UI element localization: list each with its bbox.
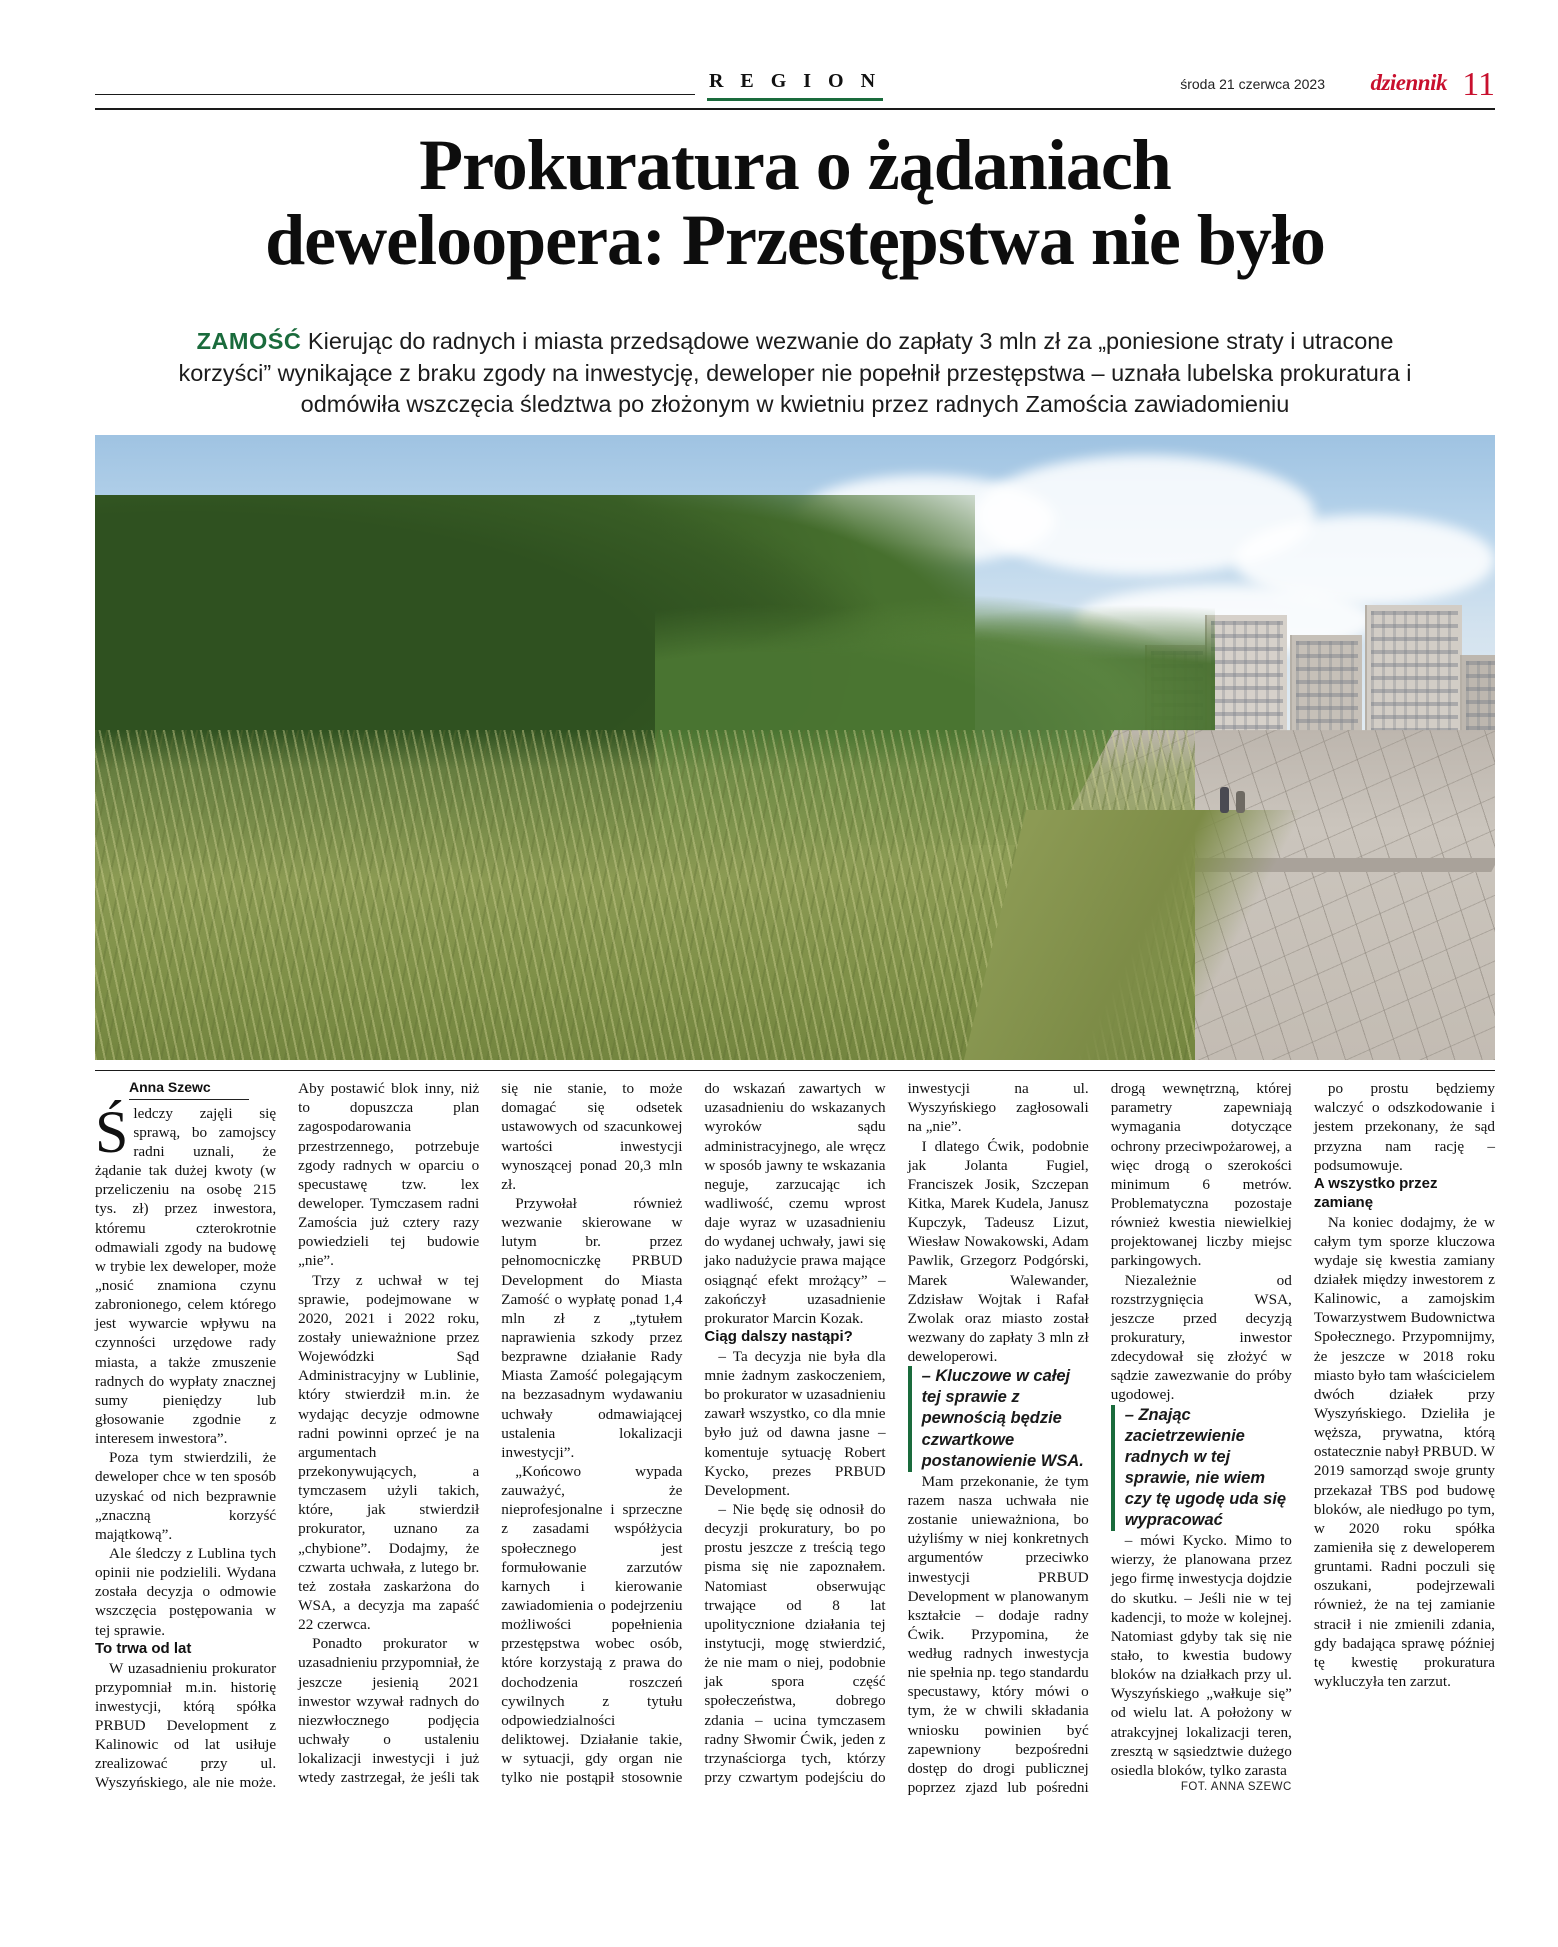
deck-place-label: ZAMOŚĆ xyxy=(196,327,302,354)
paragraph: – mówi Kycko. Mimo to wierzy, że planowana przez jego firmę inwestycja dojdzie do skutku. – Jeśli nie w tej kadencji, to może w kolejnej. Natomiast gdyby tak się nie stało, to kwestia budowy bloków na działkach przy ul. Wyszyńskiego „wałkuje się” od wielu lat. A położony w atrakcyjnej lokalizacji teren, zresztą w sąsiedztwie dużego osiedla bloków, tylko zarasta xyxy=(1110,1532,1292,1779)
paragraph: W uzasadnieniu prokurator przypomniał m.in. historię inwestycji, którą spółka PRBUD Development z Kalinowic od lat usiłuje zrealizować przy ul. Wyszyńskiego, ale nie może. Aby postawić blok inny, niż to dopuszcza plan zagospodarowania przestrzennego, potrzebuje zgody radnych w oparciu o specustawę tzw. lex deweloper. Tymczasem radni Zamościa już cztery razy powiedzieli tej budowie „nie”. xyxy=(95,1080,480,1792)
paragraph: Na koniec dodajmy, że w całym tym sporze kluczowa wydaje się kwestia zamiany działek między inwestorem z Kalinowic, a zamojskim Towarzystwem Budownictwa Społecznego. Przypomnijmy, że jeszcze w 2018 roku miasto było tam właścicielem dwóch działek przy Wyszyńskiego. Dzieliła je węższa, prywatna, którą ostatecznie nabył PRBUD. W 2019 samorząd swoje grunty przekazał TBS pod budowę bloków, ale niedługo po tym, w 2020 roku spółka zamieniła się z deweloperem gruntami. Radni poczuli się oszukani, podejrzewali również, że na tej zamianie stracił i nie zmienili zdania, gdy badająca sprawę później tę kwestię prokuratura wykluczyła ten zarzut. xyxy=(1313,1213,1495,1690)
drop-cap: Ś xyxy=(95,1098,129,1165)
paragraph: Trzy z uchwał w tej sprawie, podejmowane w 2020, 2021 i 2022 roku, zostały unieważnione przez Wojewódzki Sąd Administracyjny w Lublinie, który stwierdził m.in. że wydając decyzje odmowne radni powinni oprzeć je na argumentach przekonywujących, a tymczasem użyli takich, które, jak stwierdził prokurator, uznano za „chybione”. Dodajmy, że czwarta uchwała, z lutego br. też została zaskarżona do WSA, a decyzja ma zapaść 22 czerwca. xyxy=(298,1271,480,1634)
section-label: R E G I O N xyxy=(708,70,882,92)
paragraph: Przywołał również wezwanie skierowane w lutym br. przez pełnomocniczkę PRBUD Development do Miasta Zamość o wypłatę ponad 1,4 mln zł z „tytułem naprawienia szkody przez bezprawne działanie Rady Miasta Zamość polegającym na bezzasadnym wydawaniu uchwały odmawiającej ustalenia lokalizacji inwestycji”. xyxy=(501,1194,683,1461)
quote-mark-icon: ” xyxy=(1262,1479,1294,1549)
deck-text: Kierując do radnych i miasta przedsądowe wezwanie do zapłaty 3 mln zł za „poniesione straty i utracone korzyści” wynikające z braku zgody na inwestycję, deweloper nie popełnił przestępstwa – uznała lubelska prokuratura i odmówiła wszczęcia śledztwa po złożonym w kwietniu przez radnych Zamościa zawiadomieniu xyxy=(178,327,1412,418)
masthead-rule xyxy=(95,94,695,95)
headline-line-1: Prokuratura o żądaniach xyxy=(419,125,1171,205)
paragraph: Niezależnie od rozstrzygnięcia WSA, jeszcze przed decyzją prokuratury, inwestor zdecydował się złożyć w sądzie zawezwanie do próby ugodowej. xyxy=(1110,1271,1292,1404)
paragraph: Mam przekonanie, że tym razem nasza uchwała nie zostanie unieważniona, bo użyliśmy w niej konkretnych argumentów przeciwko inwestycji PRBUD Development w planowanym kształcie – dodaje radny Ćwik. Przypomina, że według radnych inwestycja nie spełnia np. tego standardu specustawy, który mówi o tym, że w chwili składania wniosku powinien być zapewniony bezpośredni dostęp do drogi publicznej poprzez zjazd lub pośredni drogą wewnętrzną, której parametry zapewniają wymagania dotyczące ochrony przeciwpożarowej, a więc drogą o szerokości minimum 6 metrów. Problematyczna pozostaje również kwestia niewielkiej projektowanej liczby miejsc parkingowych. xyxy=(907,1080,1292,1797)
paragraph: Poza tym stwierdzili, że deweloper chce w ten sposób uzyskać od nich bezprawnie „znaczną korzyść majątkową”. xyxy=(95,1449,277,1543)
pull-quote xyxy=(1111,1405,1294,1549)
masthead xyxy=(95,66,1495,110)
pull-quote-text: – Znając zacietrzewienie radnych w tej sprawie, nie wiem czy tę ugodę uda się wypracować xyxy=(1124,1405,1287,1530)
photo-pedestrian xyxy=(1236,791,1245,813)
headline-line-2: deweloopera: Przestępstwa nie było xyxy=(265,199,1325,280)
paragraph-text: ledczy zajęli się sprawą, bo zamojscy radni uznali, że żądanie tak dużej kwoty (w przeliczeniu na osobę 215 tys. zł) przez inwestora, któremu czterokrotnie odmawiali zgody na budowę w trybie lex deweloper, może „nosić znamiona czynu zabronionego, celem którego jest wywarcie wpływu na czynności urzędowe rady miasta, a także zmuszenie radnych do wypłaty znacznej sumy pieniędzy lub głosowanie zgodnie z interesem inwestora”. xyxy=(95,1104,277,1448)
paragraph: – Ta decyzja nie była dla mnie żadnym zaskoczeniem, bo prokurator w uzasadnieniu zawarł wszystko, co dla mnie było już od dawna jasne – komentuje sytuację Robert Kycko, prezes PRBUD Development. xyxy=(704,1347,886,1499)
paragraph xyxy=(95,1098,277,1449)
subheading: A wszystko przez zamianę xyxy=(1313,1174,1438,1211)
section-underline xyxy=(707,98,883,101)
subheading: To trwa od lat xyxy=(95,1639,192,1657)
quote-mark-icon: ” xyxy=(1059,1419,1091,1489)
article-deck xyxy=(153,326,1438,421)
photo-pedestrian xyxy=(1220,787,1229,813)
pull-quote-text: – Kluczowe w całej tej sprawie z pewnością będzie czwartkowe postanowienie WSA. xyxy=(921,1367,1084,1470)
paragraph: – Nie będę się odnosił do decyzji prokuratury, bo po prostu jeszcze z treścią tego pisma się nie zapoznałem. Natomiast obserwując trwające od 8 lat upolitycznione działania tej instytucji, mogę stwierdzić, że nie mam o niej, podobnie jak spora część społeczeństwa, dobrego zdania – ucina tymczasem radny Słwomir Ćwik, jeden z trzynaściorga tych, którzy przy czwartym podejściu do inwestycji na ul. Wyszyńskiego zagłosowali na „nie”. xyxy=(704,1080,1089,1786)
article-photo xyxy=(95,435,1495,1060)
brand-logo: dziennik xyxy=(1370,70,1447,95)
photo-canvas xyxy=(95,435,1495,1060)
page-title xyxy=(95,125,1495,280)
photo-grass-edge xyxy=(964,810,1356,1060)
paragraph: po prostu będziemy walczyć o odszkodowanie i jestem przekonany, że sąd przyzna nam rację – podsumowuje. xyxy=(1313,1080,1495,1174)
byline: Anna Szewc xyxy=(129,1079,249,1100)
paragraph: I dlatego Ćwik, podobnie jak Jolanta Fugiel, Franciszek Josik, Szczepan Kitka, Marek Kudela, Janusz Kupczyk, Tadeusz Lizut, Wiesław Nowakowski, Adam Pawlik, Grzegorz Podgórski, Marek Walewander, Zdzisław Wojtak i Rafał Zwolak oraz miasto został wezwany do zapłaty 3 mln zł deweloperowi. xyxy=(907,1137,1089,1366)
photo-credit: FOT. ANNA SZEWC xyxy=(1180,1781,1292,1794)
body-top-rule xyxy=(95,1070,1495,1071)
paragraph: „Końcowo wypada zauważyć, że nieprofesjonalne i sprzeczne z zasadami współżycia społecznego jest formułowanie zarzutów karnych i kierowanie zawiadomienia o podejrzeniu możliwości popełnienia przestępstwa wobec osób, które korzystają z prawa do dochodzenia roszczeń cywilnych z tytułu odpowiedzialności deliktowej. Działanie takie, w sytuacji, gdy organ nie tylko nie postąpił stosownie do wskazań zawartych w uzasadnieniu do wskazanych wyroków sądu administracyjnego, ale wręcz w sposób jawny te wskazania neguje, zarzucając ich wadliwość, czemu wprost daje wyraz w uzasadnieniu do wydanej uchwały, jawi się jako nadużycie prawa mające osiągnąć efekt mrożący” – zakończył uzasadnienie prokurator Marcin Kozak. xyxy=(501,1080,886,1787)
publication-date: środa 21 czerwca 2023 xyxy=(1180,76,1325,92)
subheading: Ciąg dalszy nastąpi? xyxy=(704,1327,853,1345)
page-number: 11 xyxy=(1462,66,1495,103)
page-content xyxy=(95,66,1495,1799)
paragraph: Ale śledczy z Lublina tych opinii nie podzielili. Wydana została decyzja o odmowie wszczęcia postępowania w tej sprawie. xyxy=(95,1545,277,1639)
article-body xyxy=(95,1079,1495,1799)
pull-quote xyxy=(908,1366,1091,1489)
paragraph: Ponadto prokurator w uzasadnieniu przypomniał, że jeszcze jesienią 2021 inwestor wzywał radnych do niezwłocznego podjęcia uchwały o ustaleniu lokalizacji inwestycji i już wtedy zastrzegał, że jeśli tak się nie stanie, to może domagać się odsetek ustawowych od szacunkowej wartości inwestycji wynoszącej ponad 20,3 mln zł. xyxy=(298,1080,683,1787)
